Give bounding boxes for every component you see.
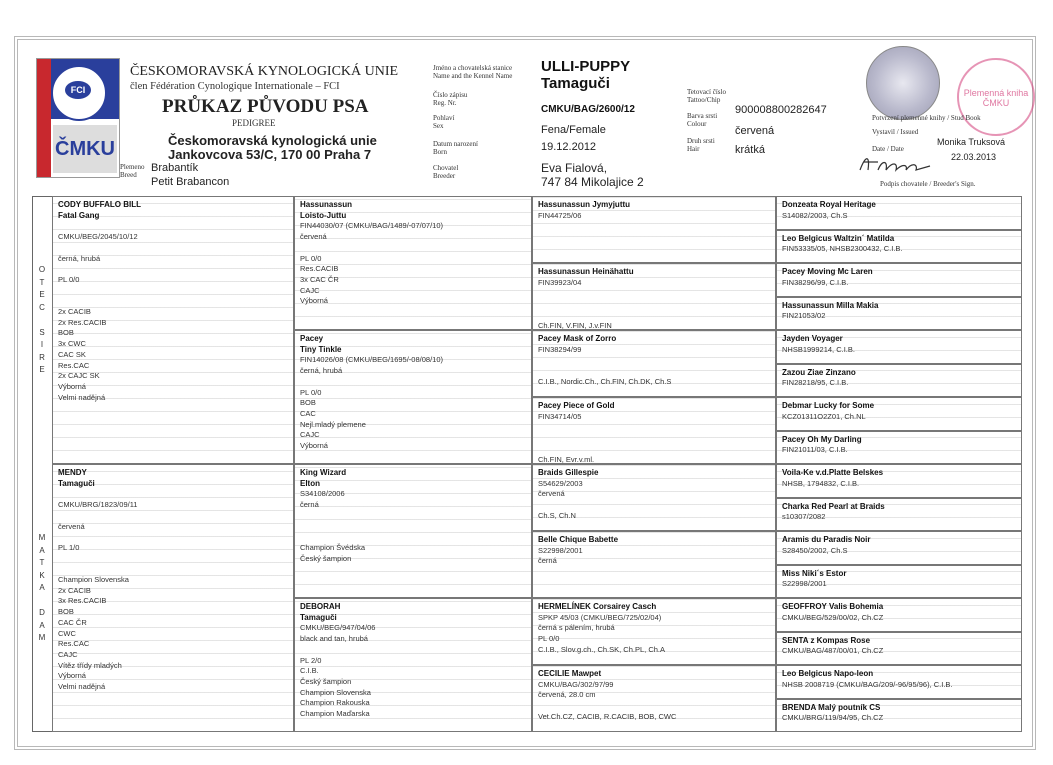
dog-info-line: C.I.B. [300, 666, 319, 676]
dog-name-line: Miss Niki´s Estor [782, 568, 847, 578]
dog-info-line: BOB [58, 328, 74, 338]
dog-info-line: černá [300, 500, 319, 510]
dog-info-line: Vítěz třídy mladých [58, 660, 122, 670]
dog-info-line: Výborná [58, 381, 86, 391]
grandparent-cell [294, 464, 532, 598]
dog-info-line [58, 511, 288, 522]
dog-info-line: Ch.FIN, Evr.v.ml. [538, 454, 595, 464]
dog-info-line: Champion Slovenska [300, 687, 371, 697]
dog-name-line: DEBORAH [300, 602, 341, 611]
hologram-seal [866, 46, 940, 120]
colour-label: Barva srsti Colour [687, 112, 718, 128]
great-grandparent-cell [532, 531, 776, 598]
dog-name-line: Braids Gillespie [538, 468, 599, 477]
dog-info-line: FIN21011/03, C.I.B. [782, 445, 848, 455]
dog-kennel: Tamaguči [541, 75, 610, 92]
dog-info-line: 3x Res.CACIB [58, 596, 107, 606]
dog-info-line: CMKU/BAG/302/97/99 [538, 679, 614, 689]
dog-name-line: Voila-Ke v.d.Platte Belskes [782, 468, 884, 477]
great-great-grandparent-cell [776, 531, 1022, 565]
dog-name-line: Pacey Moving Mc Laren [782, 267, 873, 276]
side-letter: A [39, 583, 45, 592]
side-letter: C [39, 302, 45, 312]
dog-info-line: Res.CAC [58, 360, 90, 370]
dog-name-line: Loisto-Juttu [300, 210, 347, 220]
dog-name-line: GEOFFROY Valis Bohemia [782, 602, 884, 611]
dog-info-line: PL 2/0 [300, 655, 322, 665]
dog-info-line: 2x CACIB [58, 585, 91, 595]
dog-info-line: CAC SK [58, 349, 86, 359]
dog-info-line [538, 422, 770, 433]
dog-info-line: FIN53335/05, NHSB2300432, C.I.B. [782, 244, 903, 254]
dog-info-line: PL 0/0 [538, 634, 560, 644]
dog-info-line: Vet.Ch.CZ, CACIB, R.CACIB, BOB, CWC [538, 711, 677, 721]
great-great-grandparent-cell [776, 699, 1022, 733]
dog-name-line: CODY BUFFALO BILL [58, 200, 141, 209]
dog-name-line: Hassunassun Jymyjuttu [538, 200, 631, 209]
breeder-name: Eva Fialová, [541, 161, 608, 175]
dog-name-line: Belle Chique Babette [538, 535, 619, 544]
dog-info-line: S34108/2006 [300, 489, 345, 499]
dog-info-line: Český šampion [300, 553, 352, 563]
dog-info-line: Výborná [300, 296, 328, 306]
great-great-grandparent-cell [776, 498, 1022, 532]
dog-info-line: FIN21053/02 [782, 311, 826, 321]
side-letter: D [39, 608, 45, 617]
dog-info-line: Champion Rakouska [300, 698, 370, 708]
great-grandparent-cell [532, 397, 776, 464]
dam-cell [52, 464, 294, 732]
side-letter: M [38, 633, 46, 642]
great-grandparent-cell [532, 464, 776, 531]
dog-name-line: BRENDA Malý poutník CS [782, 702, 881, 712]
dog-info-line: černá, hrubá [300, 366, 343, 376]
dog-info-line [300, 243, 526, 254]
dog-info-line: CAJC [300, 285, 320, 295]
dog-info-line: NHSB1999214, C.I.B. [782, 344, 855, 354]
dog-name-line: Debmar Lucky for Some [782, 401, 875, 410]
hair-label: Druh srsti Hair [687, 137, 715, 153]
org-name: ČESKOMORAVSKÁ KYNOLOGICKÁ UNIE [130, 64, 399, 79]
dog-info-line [58, 489, 288, 500]
side-letter: O [38, 265, 46, 274]
dog-name-line: Pacey Mask of Zorro [538, 334, 617, 343]
great-great-grandparent-cell [776, 665, 1022, 699]
side-letter: K [39, 570, 45, 580]
dog-info-line [538, 500, 770, 511]
born-label: Datum narození Born [433, 140, 478, 156]
dog-info-line [58, 286, 288, 297]
dog-info-line: FIN14026/08 (CMKU/BEG/1695/-08/08/10) [300, 355, 443, 365]
dog-name-line: Leo Belgicus Waltzin´ Matilda [782, 233, 895, 243]
side-letter: A [39, 620, 45, 630]
dog-info-line: Res.CACIB [300, 264, 339, 274]
studbook-label: Potvrzení plemenné knihy / Stud Book [872, 114, 981, 122]
great-great-grandparent-cell [776, 230, 1022, 264]
dog-info-line: FIN38294/99 [538, 344, 582, 354]
dog-info-line: FIN44725/06 [538, 210, 582, 220]
stamp-text: Plemenná kniha ČMKU [963, 88, 1029, 108]
dog-name-line: Aramis du Paradis Noir [782, 535, 871, 544]
dog-info-line [538, 355, 770, 366]
dog-info-line: CMKU/BAG/487/00/01, Ch.CZ [782, 646, 884, 656]
dog-info-line: S14082/2003, Ch.S [782, 210, 848, 220]
dog-info-line [58, 554, 288, 565]
great-great-grandparent-cell [776, 565, 1022, 599]
dog-info-line: CMKU/BRG/1823/09/11 [58, 500, 138, 510]
logo-red-stripe [37, 59, 51, 177]
dog-info-line: CAJC [58, 649, 78, 659]
dog-info-line [58, 221, 288, 232]
issued-by: Monika Truksová [937, 137, 1006, 147]
tattoo-label: Tetovací číslo Tattoo/Chip [687, 88, 726, 104]
dog-info-line: černá, hrubá [58, 253, 101, 263]
dog-info-line [538, 444, 770, 455]
dog-info-line [538, 288, 770, 299]
dog-info-line: NHSB, 1794832, C.I.B. [782, 478, 860, 488]
great-great-grandparent-cell [776, 330, 1022, 364]
dog-info-line: CAJC [300, 430, 320, 440]
doc-title: PRŮKAZ PŮVODU PSA [162, 96, 369, 117]
dog-name-line: Leo Belgicus Napo-leon [782, 669, 874, 678]
dog-info-line: 3x CWC [58, 339, 86, 349]
great-great-grandparent-cell [776, 364, 1022, 398]
dog-name-line: Tamaguči [300, 612, 337, 622]
dog-name-line: Zazou Ziae Zinzano [782, 367, 856, 377]
dog-info-line [58, 264, 288, 275]
side-letter: M [38, 533, 46, 542]
dog-info-line [538, 433, 770, 444]
dog-born: 19.12.2012 [541, 141, 597, 153]
dog-name: ULLI-PUPPY [541, 58, 631, 75]
dog-info-line: Ch.FIN, V.FIN, J.v.FIN [538, 320, 612, 330]
issued-date: 22.03.2013 [951, 152, 997, 162]
dog-info-line [300, 377, 526, 388]
great-grandparent-cell [532, 598, 776, 665]
side-letter: E [39, 365, 45, 374]
side-letter: E [39, 290, 45, 299]
side-letter: I [40, 340, 44, 349]
dog-info-line: FIN28218/95, C.I.B. [782, 378, 849, 388]
dog-info-line: FIN39923/04 [538, 277, 582, 287]
dog-colour: červená [735, 125, 775, 137]
dog-info-line: C.I.B., Nordic.Ch., Ch.FIN, Ch.DK, Ch.S [538, 376, 672, 386]
dog-name-line: HERMELÍNEK Corsairey Casch [538, 602, 657, 611]
dog-info-line: PL 0/0 [300, 253, 322, 263]
great-great-grandparent-cell [776, 464, 1022, 498]
dog-info-line: Výborná [300, 441, 328, 451]
dog-info-line: Champion Maďarska [300, 709, 370, 719]
dog-info-line [58, 564, 288, 575]
grandparent-cell [294, 196, 532, 330]
dog-info-line: červená [538, 489, 565, 499]
dog-info-line: S28450/2002, Ch.S [782, 545, 848, 555]
dog-info-line: NHSB 2008719 (CMKU/BAG/209/-96/95/96), C.I.B. [782, 679, 953, 689]
dog-info-line [538, 366, 770, 377]
dog-info-line: červená, 28.0 cm [538, 690, 596, 700]
breeder-signature [856, 150, 936, 178]
grandparent-cell [294, 330, 532, 464]
dog-info-line: FIN44030/07 (CMKU/BAG/1489/-07/07/10) [300, 221, 443, 231]
dog-name-line: Tiny Tinkle [300, 344, 342, 354]
dog-info-line: Nejl.mladý plemene [300, 419, 366, 429]
dog-hair: krátká [735, 144, 765, 156]
breed-cz: Brabantík [151, 162, 199, 174]
dog-name-line: SENTA z Kompas Rose [782, 635, 871, 645]
dog-name-line: CECILIE Mawpet [538, 669, 602, 678]
dog-info-line: Ch.S, Ch.N [538, 510, 576, 520]
great-great-grandparent-cell [776, 397, 1022, 431]
dog-info-line: FIN34714/05 [538, 411, 582, 421]
dog-name-line: Elton [300, 478, 320, 488]
great-great-grandparent-cell [776, 297, 1022, 331]
breeder-address: 747 84 Mikolajice 2 [541, 175, 644, 189]
dog-info-line: PL 1/0 [58, 542, 80, 552]
dog-info-line: Champion Slovenska [58, 575, 129, 585]
dog-info-line [300, 532, 526, 543]
dog-info-line: SPKP 45/03 (CMKU/BEG/725/02/04) [538, 612, 662, 622]
breed-en: Petit Brabancon [151, 176, 230, 188]
dog-name-line: Fatal Gang [58, 210, 100, 220]
dog-info-line [58, 243, 288, 254]
dog-info-line: KCZ01311O2Z01, Ch.NL [782, 411, 866, 421]
logo-cmku-text: ČMKU [53, 125, 117, 173]
dog-info-line [300, 645, 526, 656]
dog-info-line: CWC [58, 628, 76, 638]
doc-subtitle: PEDIGREE [232, 118, 276, 128]
great-grandparent-cell [532, 263, 776, 330]
dog-info-line: S54629/2003 [538, 478, 583, 488]
dog-name-line: Hassunassun [300, 200, 353, 209]
dog-info-line [300, 511, 526, 522]
dog-name-line: Pacey Piece of Gold [538, 401, 615, 410]
dog-info-line [538, 310, 770, 321]
dog-name-line: MENDY [58, 468, 87, 477]
dog-info-line: 2x Res.CACIB [58, 317, 107, 327]
great-grandparent-cell [532, 196, 776, 263]
dog-info-line: červená [58, 521, 85, 531]
dog-name-line: Hassunassun Heinähattu [538, 267, 634, 276]
grandparent-cell [294, 598, 532, 732]
dog-sex: Fena/Female [541, 124, 606, 136]
logo-fci-text: FCI [65, 81, 91, 99]
dog-name-line: Tamaguči [58, 478, 95, 488]
reg-label: Číslo zápisu Reg. Nr. [433, 91, 468, 107]
org-member: člen Fédération Cynologique Internationale – FCI [130, 81, 340, 92]
dog-chip: 900008800282647 [735, 104, 827, 116]
dog-info-line: black and tan, hrubá [300, 634, 368, 644]
name-label: Jméno a chovatelská stanice Name and the Kennel Name [433, 64, 513, 80]
side-letter: T [39, 277, 45, 287]
breed-label: Plemeno Breed [120, 163, 145, 179]
sire-cell [52, 196, 294, 464]
great-great-grandparent-cell [776, 598, 1022, 632]
side-letter: A [39, 545, 45, 555]
dog-info-line: BOB [300, 398, 316, 408]
sex-label: Pohlaví Sex [433, 114, 455, 130]
dog-info-line [538, 701, 770, 712]
dog-info-line: 2x CACIB [58, 307, 91, 317]
dog-name-line: Pacey [300, 334, 324, 343]
side-letter: T [39, 558, 45, 567]
dog-info-line: CMKU/BEG/947/04/06 [300, 623, 376, 633]
great-grandparent-cell [532, 665, 776, 732]
dog-name-line: Hassunassun Milla Makia [782, 300, 879, 310]
dog-info-line: černá [538, 556, 557, 566]
dog-info-line: CMKU/BRG/119/94/95, Ch.CZ [782, 713, 884, 723]
great-great-grandparent-cell [776, 632, 1022, 666]
dog-info-line [538, 299, 770, 310]
dog-info-line: Výborná [58, 671, 86, 681]
date-label: Date / Date [872, 145, 904, 153]
dog-info-line: černá s pálením, hrubá [538, 623, 615, 633]
dog-info-line: FIN38296/99, C.I.B. [782, 277, 849, 287]
dog-info-line: PL 0/0 [300, 387, 322, 397]
org-address-2: Jankovcova 53/C, 170 00 Praha 7 [168, 147, 372, 162]
great-great-grandparent-cell [776, 431, 1022, 465]
dog-info-line: Velmi nadějná [58, 682, 106, 692]
dog-info-line: 2x CAJC SK [58, 371, 100, 381]
dog-info-line: Český šampion [300, 676, 352, 686]
dog-name-line: Donzeata Royal Heritage [782, 200, 876, 209]
dog-info-line: Res.CAC [58, 639, 90, 649]
great-grandparent-cell [532, 330, 776, 397]
dog-info-line [300, 522, 526, 533]
dog-info-line: S22998/2001 [782, 579, 827, 589]
dog-info-line: CMKU/BEG/529/00/02, Ch.CZ [782, 612, 884, 622]
dog-info-line [58, 296, 288, 307]
dog-name-line: King Wizard [300, 468, 347, 477]
issued-label: Vystavil / Issued [872, 128, 919, 136]
dog-info-line: CAC [300, 408, 316, 418]
org-address-1: Českomoravská kynologická unie [168, 133, 377, 148]
side-letter: S [39, 327, 45, 337]
dog-name-line: Charka Red Pearl at Braids [782, 501, 885, 511]
dog-info-line: CAC ČR [58, 617, 87, 627]
great-great-grandparent-cell [776, 263, 1022, 297]
breeder-label: Chovatel Breeder [433, 164, 459, 180]
dog-info-line: Champion Švédska [300, 542, 366, 552]
dog-name-line: Jayden Voyager [782, 334, 843, 343]
stud-book-stamp [957, 58, 1035, 136]
dog-info-line: S22998/2001 [538, 545, 583, 555]
cmku-logo [36, 58, 120, 178]
dog-info-line: C.I.B., Slov.g.ch., Ch.SK, Ch.PL, Ch.A [538, 644, 665, 654]
dog-info-line: s10307/2082 [782, 512, 826, 522]
dog-name-line: Pacey Oh My Darling [782, 434, 862, 444]
dog-info-line: 3x CAC ČR [300, 274, 339, 284]
side-letter: R [39, 352, 45, 362]
dog-info-line: BOB [58, 607, 74, 617]
dog-reg: CMKU/BAG/2600/12 [541, 104, 635, 115]
dog-info-line: PL 0/0 [58, 274, 80, 284]
dog-info-line: červená [300, 232, 327, 242]
dog-info-line [58, 532, 288, 543]
dog-info-line: CMKU/BEG/2045/10/12 [58, 232, 138, 242]
dog-info-line: Velmi nadějná [58, 392, 106, 402]
signature-label: Podpis chovatele / Breeder's Sign. [880, 180, 976, 188]
great-great-grandparent-cell [776, 196, 1022, 230]
